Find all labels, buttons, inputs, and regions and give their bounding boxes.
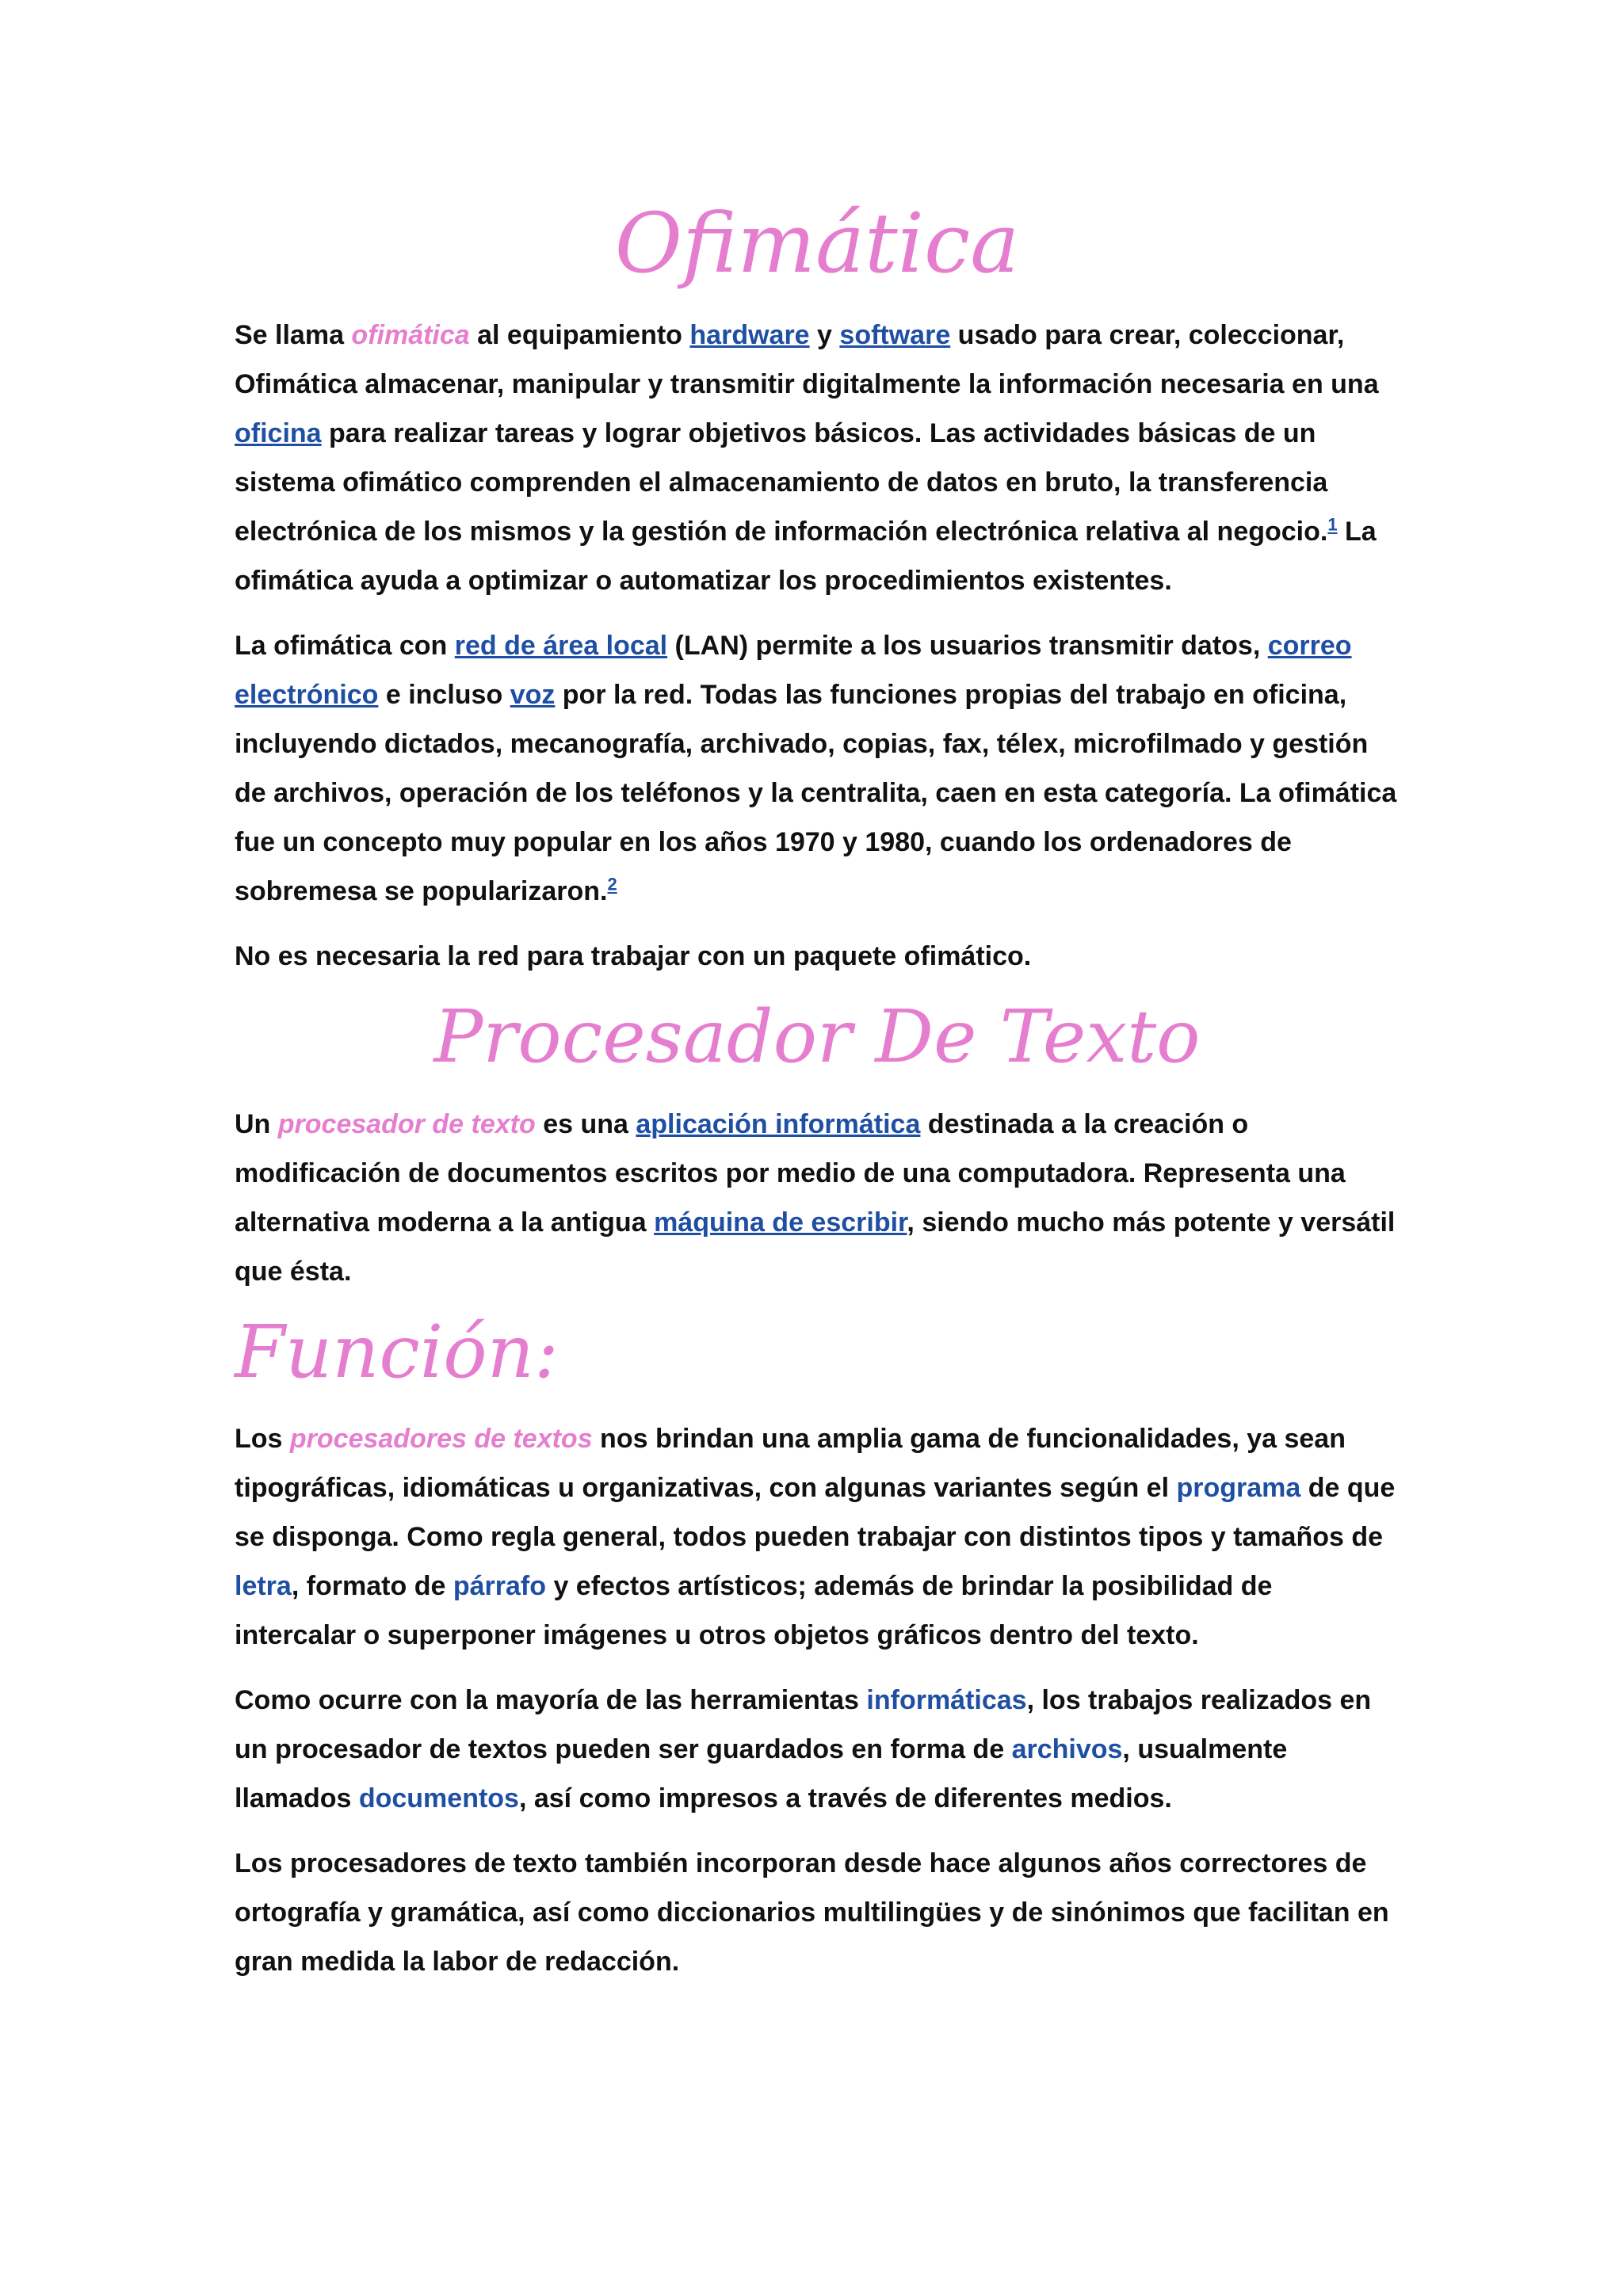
text-run: Un bbox=[235, 1108, 278, 1139]
paragraph-ofimatica-3: No es necesaria la red para trabajar con un paquete ofimático. bbox=[235, 941, 1032, 972]
paragraph-ofimatica-2 bbox=[235, 621, 1400, 916]
text-run: Los bbox=[235, 1423, 290, 1454]
text-run: para realizar tareas y lograr objetivos básicos. Las actividades básicas de un sistema ofimático comprenden el almacenamiento de datos en bruto, la transferencia electrónica de los mismos y la gestión de información electrónica relativa al negocio. bbox=[235, 418, 1328, 547]
text-run: Se llama bbox=[235, 320, 352, 351]
paragraph-funcion-3: Los procesadores de texto también incorporan desde hace algunos años correctores de ortografía y gramática, así como diccionarios multilingües y de sinónimos que facilitan en gran medida la labor de redacción. bbox=[235, 1848, 1389, 1977]
paragraph-ofimatica-1 bbox=[235, 311, 1400, 605]
link-correo-electronico[interactable]: correo electrónico bbox=[235, 631, 1352, 711]
text-run: por la red. Todas las funciones propias del trabajo en oficina, incluyendo dictados, mecanografía, archivado, copias, fax, télex, microfilmado y gestión de archivos, operación de los teléfonos y la centralita, caen en esta categoría. La ofimática fue un concepto muy popular en los años 1970 y 1980, cuando los ordenadores de sobremesa se popularizaron. bbox=[235, 680, 1397, 907]
link-voz[interactable]: voz bbox=[510, 680, 556, 711]
text-run: al equipamiento bbox=[469, 320, 690, 351]
title-funcion: Función: bbox=[235, 1309, 559, 1394]
text-run: de que se disponga. Como regla general, todos pueden trabajar con distintos tipos y tamaños de bbox=[235, 1472, 1396, 1552]
text-run: e incluso bbox=[378, 680, 510, 711]
text-run: es una bbox=[535, 1108, 636, 1139]
title-procesador-de-texto: Procesador De Texto bbox=[433, 994, 1201, 1080]
text-run: , siendo mucho más potente y versátil que ésta. bbox=[235, 1207, 1396, 1287]
paragraph-procesador-1 bbox=[235, 1100, 1400, 1296]
text-run: La ofimática con bbox=[235, 631, 455, 662]
text-run: Como ocurre con la mayoría de las herramientas bbox=[235, 1684, 867, 1715]
paragraph-funcion-2 bbox=[235, 1676, 1400, 1823]
footnote-ref-1[interactable]: 1 bbox=[1327, 515, 1338, 536]
text-run: , formato de bbox=[291, 1570, 453, 1601]
keyword-archivos: archivos bbox=[1011, 1733, 1123, 1764]
text-run: usado para crear, coleccionar, Ofimática almacenar, manipular y transmitir digitalmente la información necesaria en una bbox=[235, 320, 1379, 400]
text-run: destinada a la creación o modificación de documentos escritos por medio de una computadora. Representa una alternativa moderna a la antigua bbox=[235, 1108, 1346, 1238]
text-run: y efectos artísticos; además de brindar la posibilidad de intercalar o superponer imágenes u otros objetos gráficos dentro del texto. bbox=[235, 1570, 1273, 1650]
keyword-letra: letra bbox=[235, 1570, 292, 1601]
text-run: , los trabajos realizados en un procesador de textos pueden ser guardados en forma de bbox=[235, 1684, 1372, 1764]
document-page bbox=[235, 195, 1400, 2002]
text-run: (LAN) permite a los usuarios transmitir datos, bbox=[667, 631, 1268, 662]
paragraph-funcion-1 bbox=[235, 1414, 1400, 1660]
text-run: nos brindan una amplia gama de funcionalidades, ya sean tipográficas, idiomáticas u organizativas, con algunas variantes según el bbox=[235, 1423, 1346, 1503]
link-aplicacion-informatica[interactable]: aplicación informática bbox=[636, 1108, 921, 1139]
emphasis-ofimatica: ofimática bbox=[351, 320, 470, 351]
text-run: , así como impresos a través de diferentes medios. bbox=[518, 1783, 1172, 1814]
link-oficina[interactable]: oficina bbox=[235, 418, 322, 449]
text-run: y bbox=[809, 320, 840, 351]
link-red-area-local[interactable]: red de área local bbox=[454, 631, 668, 662]
emphasis-procesador-de-texto: procesador de texto bbox=[277, 1108, 536, 1139]
footnote-ref-2[interactable]: 2 bbox=[607, 875, 617, 895]
keyword-programa: programa bbox=[1176, 1472, 1301, 1503]
keyword-informaticas: informáticas bbox=[866, 1684, 1027, 1715]
keyword-parrafo: párrafo bbox=[453, 1570, 546, 1601]
title-ofimatica: Ofimática bbox=[614, 195, 1020, 292]
link-hardware[interactable]: hardware bbox=[689, 320, 810, 351]
link-software[interactable]: software bbox=[839, 320, 951, 351]
emphasis-procesadores-de-textos: procesadores de textos bbox=[289, 1423, 593, 1454]
link-maquina-de-escribir[interactable]: máquina de escribir bbox=[654, 1207, 907, 1238]
text-run: , usualmente llamados bbox=[235, 1733, 1288, 1814]
keyword-documentos: documentos bbox=[358, 1783, 519, 1814]
text-run: La ofimática ayuda a optimizar o automatizar los procedimientos existentes. bbox=[235, 517, 1377, 597]
